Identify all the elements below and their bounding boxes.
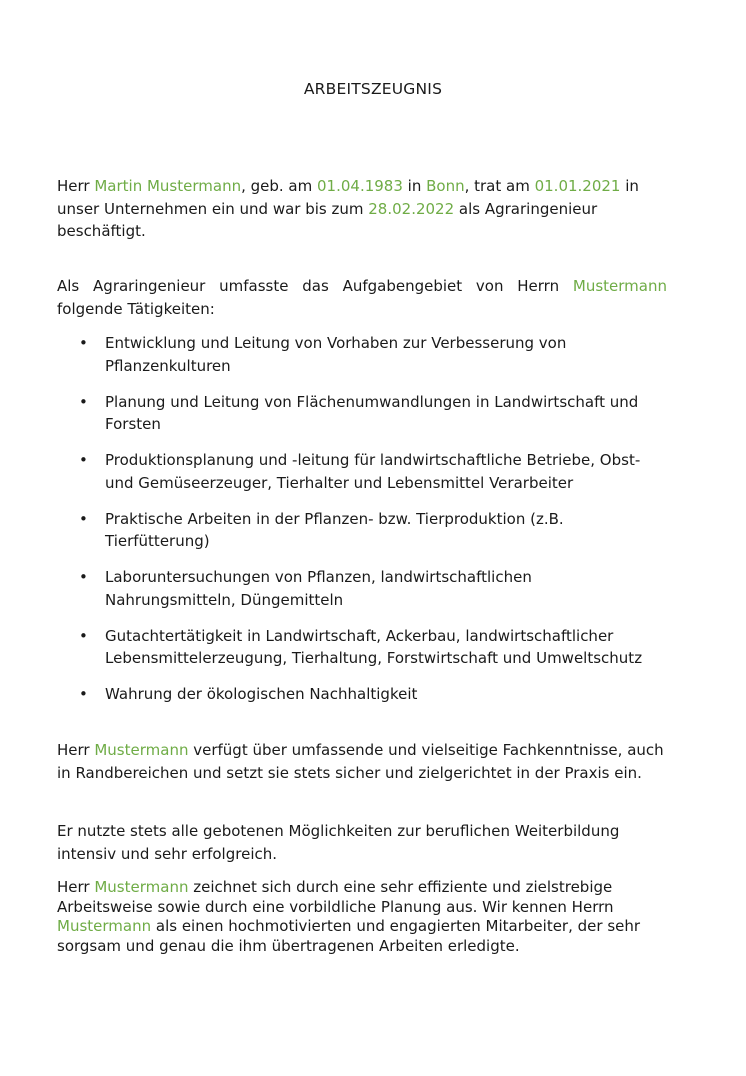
intro-paragraph [57,175,667,243]
task-text: Gutachtertätigkeit in Landwirtschaft, Ackerbau, landwirtschaftlicher Lebensmittelerzeugung, Tierhaltung, Forstwirtschaft und Umweltschutz [105,626,643,667]
task-text: Wahrung der ökologischen Nachhaltigkeit [105,685,418,703]
bullet-icon: • [79,626,88,645]
task-item [57,332,667,377]
employee-name: Martin Mustermann [94,177,242,195]
bullet-icon: • [79,451,88,469]
knowledge-text: verfügt über umfassende und vielseitige Fachkenntnisse, auch in Randbereichen und setzt sie stets sicher und zielgerichtet in der Praxis ein. [57,741,664,782]
employee-surname: Mustermann [94,878,189,896]
intro-text: , trat am [464,177,535,195]
employee-surname: Mustermann [94,741,189,759]
work-style-text: Herr [57,878,95,896]
knowledge-paragraph [57,739,667,784]
intro-text: als Agraringenieur beschäftigt. [57,199,598,240]
work-style-text: als einen hochmotivierten und engagierten Mitarbeiter, der sehr sorgsam und genau die ihm übertragenen Arbeiten erledigte. [57,917,641,955]
birth-date: 01.04.1983 [317,177,403,195]
task-item [57,566,667,611]
bullet-icon: • [79,568,88,586]
task-item [57,683,667,706]
task-list [57,332,667,719]
task-text: Laboruntersuchungen von Pflanzen, landwirtschaftlichen Nahrungsmitteln, Düngemitteln [105,568,532,609]
bullet-icon: • [79,509,88,528]
task-text: Planung und Leitung von Flächenumwandlungen in Landwirtschaft und Forsten [105,392,639,433]
tasks-intro-text: folgende Tätigkeiten: [57,299,215,318]
start-date: 01.01.2021 [534,177,621,195]
task-item [57,449,667,494]
tasks-intro-paragraph [57,275,667,320]
intro-text: , geb. am [241,177,317,195]
task-item [57,508,667,553]
task-text: Entwicklung und Leitung von Vorhaben zur Verbesserung von Pflanzenkulturen [105,334,567,375]
training-paragraph: Er nutzte stets alle gebotenen Möglichkeiten zur beruflichen Weiterbildung intensiv und sehr erfolgreich. [57,822,620,863]
work-style-text: zeichnet sich durch eine sehr effiziente und zielstrebige Arbeitsweise sowie durch eine vorbildliche Planung aus. Wir kennen Herrn [57,878,614,916]
task-text: Produktionsplanung und -leitung für landwirtschaftliche Betriebe, Obst- und Gemüseerzeuger, Tierhalter und Lebensmittel Verarbeiter [105,451,641,492]
birth-place: Bonn [426,177,465,195]
task-item [57,391,667,436]
bullet-icon: • [79,685,88,703]
task-item [57,625,667,670]
document-title: ARBEITSZEUGNIS [303,80,443,98]
task-text: Praktische Arbeiten in der Pflanzen- bzw. Tierproduktion (z.B. Tierfütterung) [105,509,564,550]
intro-text: in unser Unternehmen ein und war bis zum [57,177,639,218]
tasks-intro-text: Als Agraringenieur umfasste das Aufgabengebiet von Herrn [57,277,573,295]
bullet-icon: • [79,392,88,411]
employee-surname: Mustermann [572,277,667,295]
bullet-icon: • [79,334,88,352]
work-style-paragraph [57,878,667,956]
employee-surname: Mustermann [57,917,152,935]
end-date: 28.02.2022 [368,199,455,218]
intro-text: Herr [57,177,95,195]
knowledge-text: Herr [57,741,95,759]
intro-text: in [402,177,427,195]
